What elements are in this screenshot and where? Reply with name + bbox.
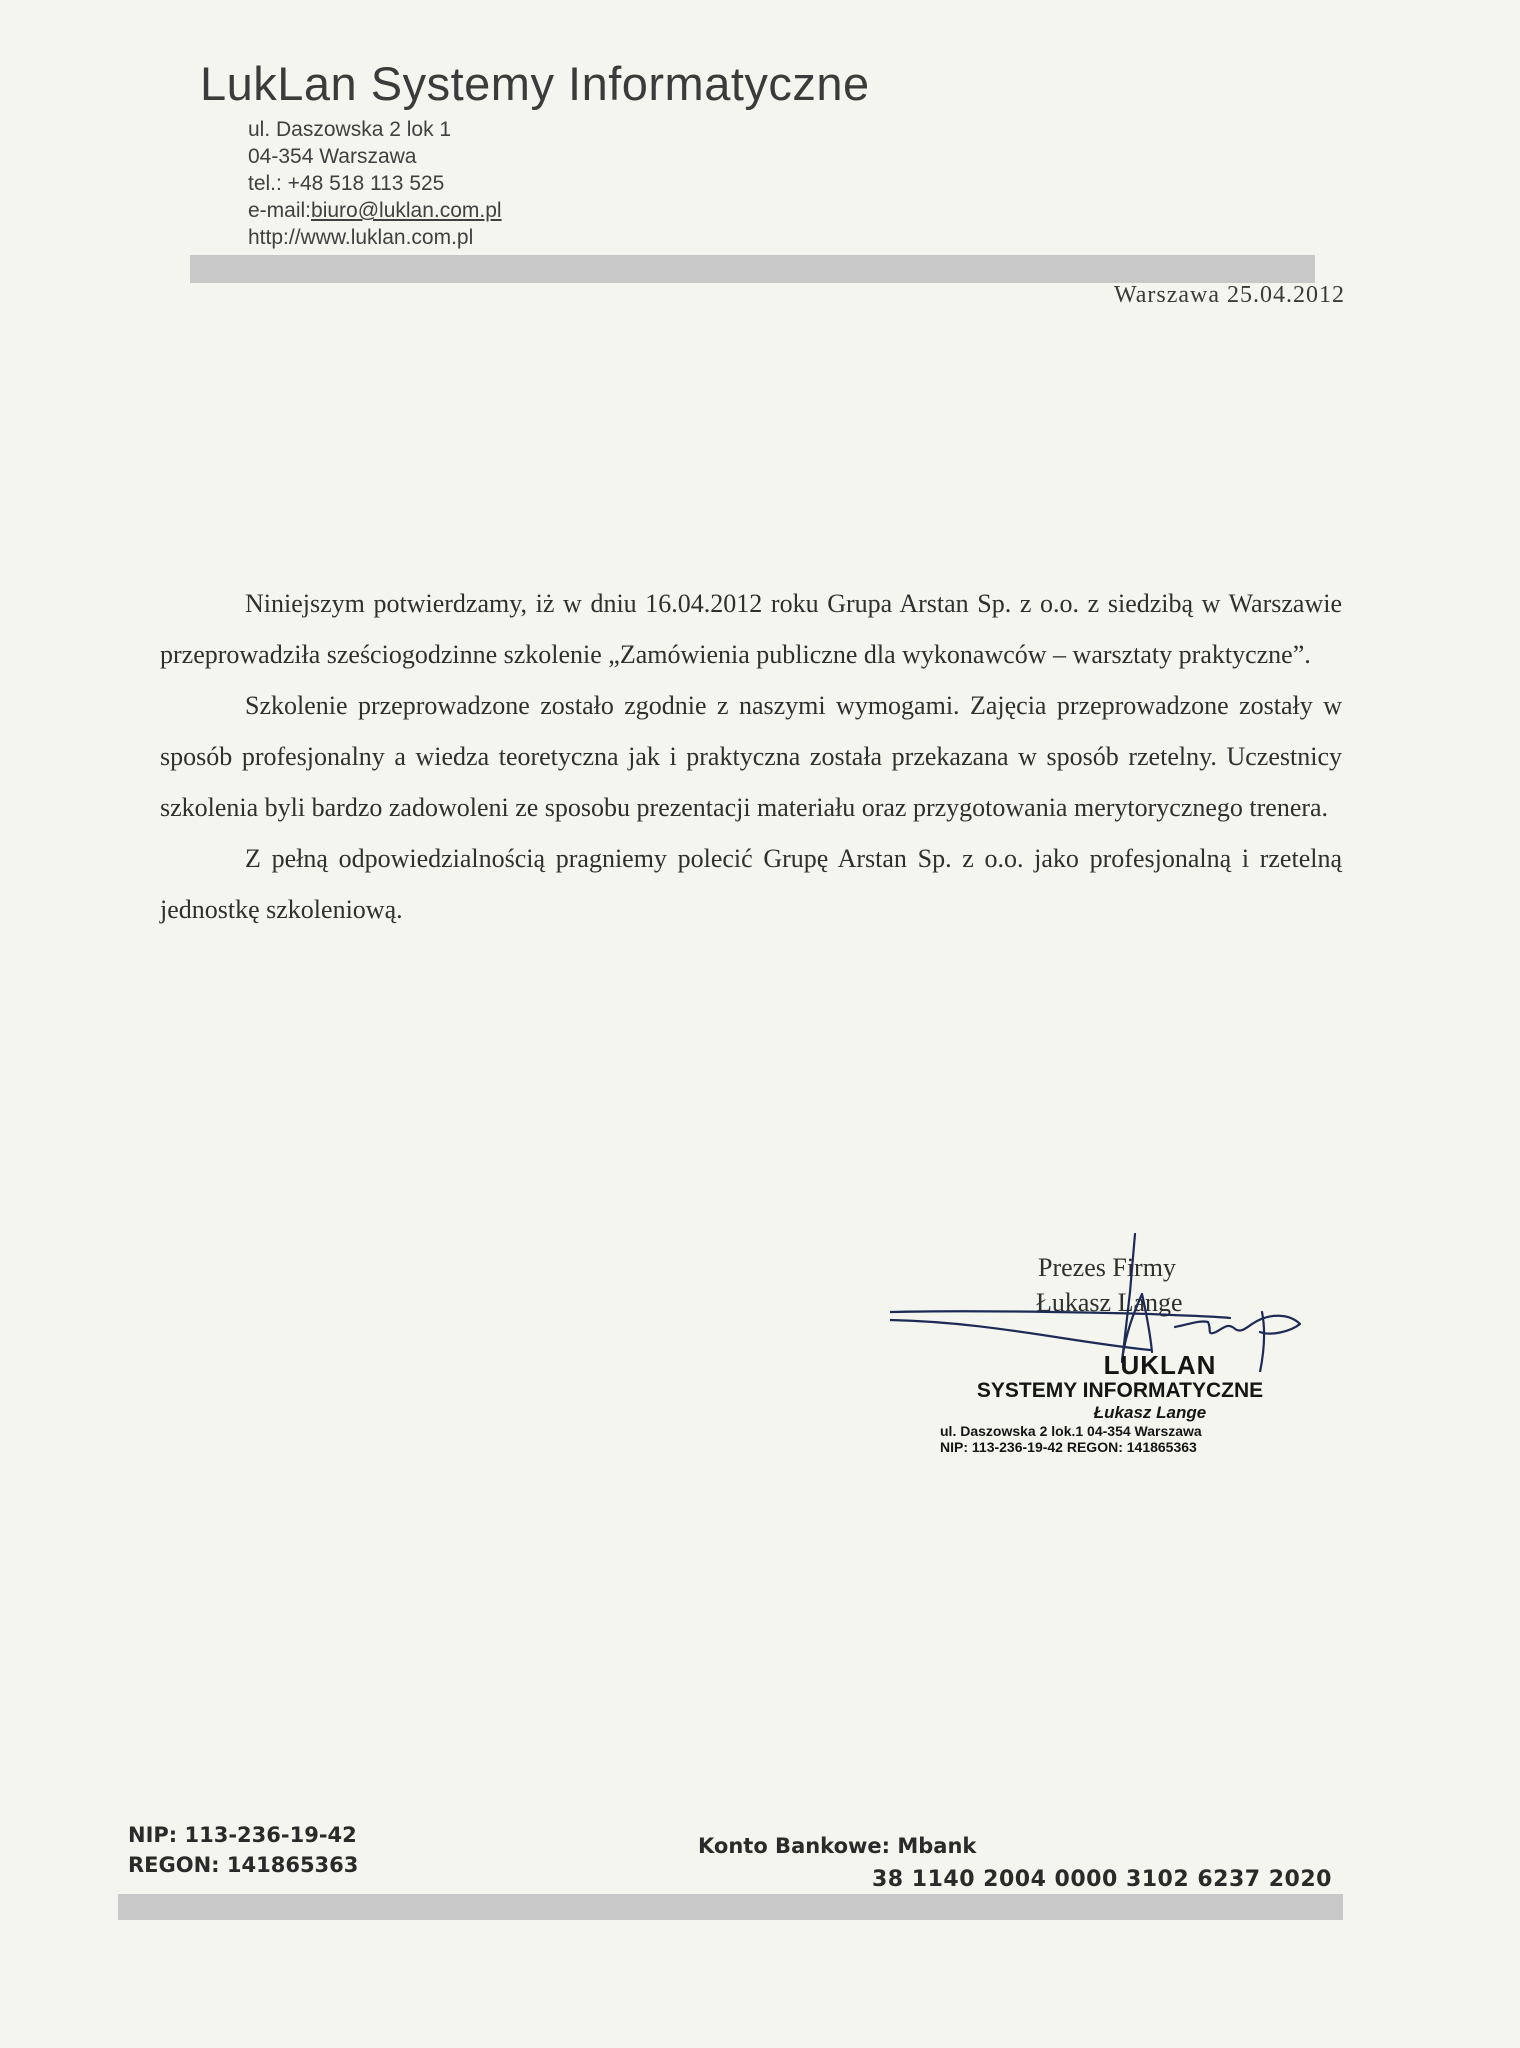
company-street: ul. Daszowska 2 lok 1	[248, 118, 452, 141]
email-label: e-mail:	[248, 199, 312, 222]
footer-nip: NIP: 113-236-19-42	[128, 1823, 357, 1847]
company-phone: tel.: +48 518 113 525	[248, 172, 445, 195]
company-city: 04-354 Warszawa	[248, 145, 417, 168]
signatory-name: Łukasz Lange	[1036, 1288, 1183, 1317]
stamp-line-ids: NIP: 113-236-19-42 REGON: 141865363	[940, 1439, 1197, 1455]
company-name: LukLan Systemy Informatyczne	[200, 57, 870, 110]
body-paragraph-1: Niniejszym potwierdzamy, iż w dniu 16.04.2012 roku Grupa Arstan Sp. z o.o. z siedzibą w Warszawie przeprowadziła sześciogodzinne szkolenie „Zamówienia publiczne dla wykonawców – warsztaty praktyczne”.	[160, 589, 1342, 669]
company-email-row	[248, 197, 502, 224]
company-website[interactable]: http://www.luklan.com.pl	[248, 226, 474, 249]
company-address-block	[248, 116, 502, 251]
company-stamp	[930, 1350, 1310, 1455]
stamp-line-luklan: LUKLAN	[1103, 1350, 1217, 1380]
signatory-title: Prezes Firmy	[1038, 1253, 1176, 1282]
footer-divider-band	[118, 1894, 1343, 1920]
stamp-line-name: Łukasz Lange	[1093, 1403, 1207, 1422]
header-divider-band	[190, 255, 1315, 283]
footer-bank-label: Konto Bankowe: Mbank	[698, 1834, 977, 1858]
footer-regon: REGON: 141865363	[128, 1853, 359, 1877]
body-paragraph-2: Szkolenie przeprowadzone zostało zgodnie z naszymi wymogami. Zajęcia przeprowadzone zostały w sposób profesjonalny a wiedza teoretyczna jak i praktyczna została przekazana w sposób rzetelny. Uczestnicy szkolenia byli bardzo zadowoleni ze sposobu prezentacji materiału oraz przygotowania merytorycznego trenera.	[160, 691, 1342, 822]
letter-date: Warszawa 25.04.2012	[1113, 282, 1345, 308]
stamp-line-address: ul. Daszowska 2 lok.1 04-354 Warszawa	[940, 1423, 1202, 1439]
footer-bank-account: 38 1140 2004 0000 3102 6237 2020	[872, 1867, 1332, 1892]
letter-body	[160, 578, 1342, 935]
stamp-line-systemy: SYSTEMY INFORMATYCZNE	[976, 1379, 1264, 1402]
body-paragraph-3: Z pełną odpowiedzialnością pragniemy polecić Grupę Arstan Sp. z o.o. jako profesjonalną i rzetelną jednostkę szkoleniową.	[160, 844, 1342, 924]
email-link[interactable]: biuro@luklan.com.pl	[311, 199, 502, 222]
